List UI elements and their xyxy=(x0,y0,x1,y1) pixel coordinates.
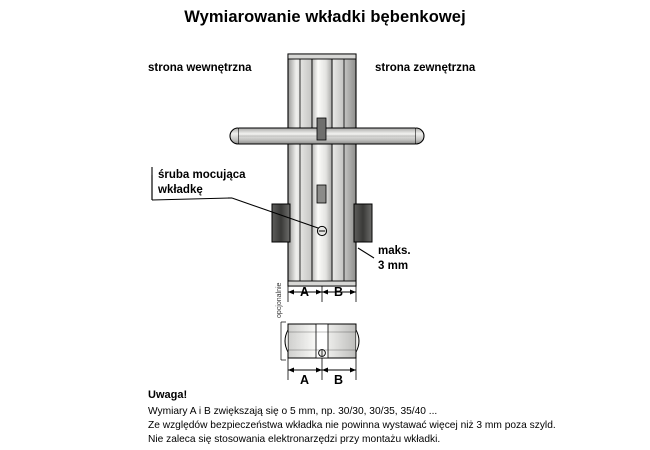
note-line-2: Ze względów bezpieczeństwa wkładka nie powinna wystawać więcej niż 3 mm poza szyld. xyxy=(148,420,556,431)
note-line-3: Nie zaleca się stosowania elektronarzędzi przy montażu wkładki. xyxy=(148,434,441,445)
note-line-1: Wymiary A i B zwiększają się o 5 mm, np. 30/30, 30/35, 35/40 ... xyxy=(148,406,438,417)
cam-bar xyxy=(230,128,424,144)
page-title: Wymiarowanie wkładki bębenkowej xyxy=(184,8,466,26)
label-max-line2: 3 mm xyxy=(378,260,409,272)
label-option-vertical: opcjonalnie xyxy=(276,282,283,318)
cylinder-bottom-cap xyxy=(288,281,356,286)
cylinder-side-view xyxy=(285,324,359,358)
label-max-protrusion xyxy=(378,244,448,274)
dim-b-bottom: B xyxy=(334,373,344,387)
label-max-line1: maks. xyxy=(378,245,411,257)
cylinder-top-cap xyxy=(288,54,356,59)
notes-heading: Uwaga! xyxy=(148,389,188,401)
label-fixing-screw-line2: wkładkę xyxy=(158,184,203,196)
label-fixing-screw-line1: śruba mocująca xyxy=(158,169,246,181)
cylinder-body xyxy=(288,54,356,286)
dim-a-bottom: A xyxy=(300,373,310,387)
label-inner-side: strona wewnętrzna xyxy=(148,62,252,74)
keyway-upper xyxy=(317,118,326,140)
dim-b-main: B xyxy=(334,285,344,299)
label-fixing-screw xyxy=(158,168,288,198)
label-outer-side: strona zewnętrzna xyxy=(375,62,476,74)
dimension-line-bottom xyxy=(288,358,356,387)
dim-a-main: A xyxy=(300,285,310,299)
max-leader-line xyxy=(358,248,374,258)
keyway-lower xyxy=(317,185,326,203)
